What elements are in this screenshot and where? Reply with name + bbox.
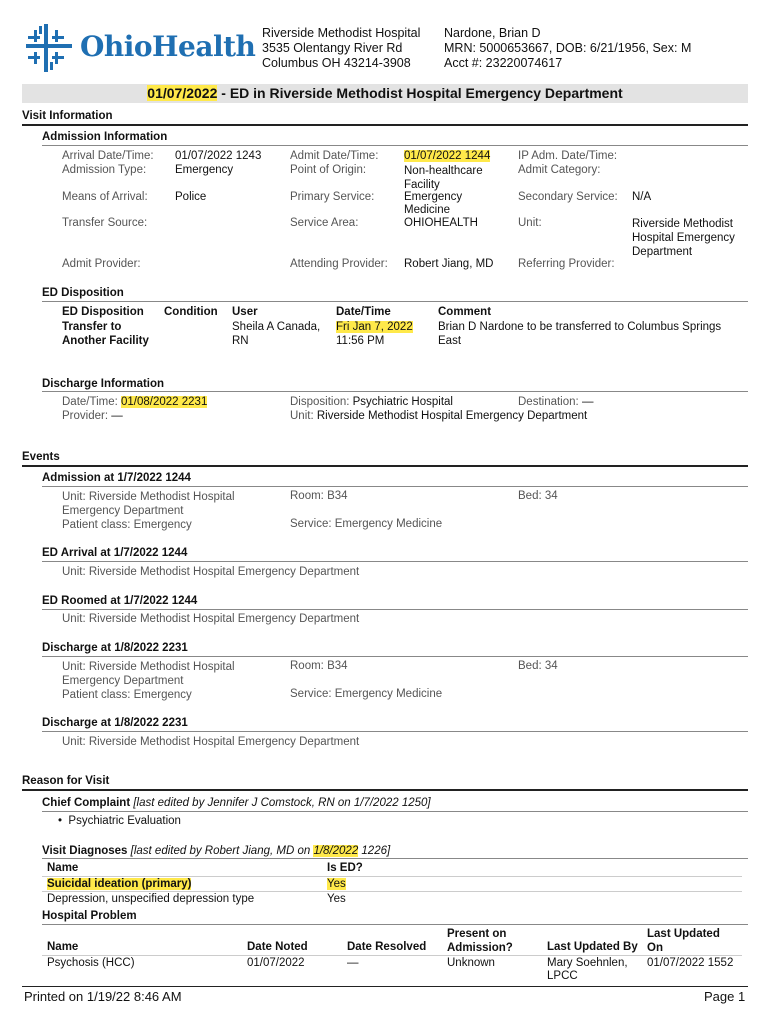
- admit-dt-value: 01/07/2022 1244: [404, 150, 491, 162]
- hp-updby-line: Mary Soehnlen,: [547, 957, 628, 969]
- admit-provider-label: Admit Provider:: [62, 258, 141, 270]
- attending-label: Attending Provider:: [290, 258, 388, 270]
- admit-dt-label: Admit Date/Time:: [290, 150, 379, 162]
- event-bed: Bed: 34: [518, 490, 558, 502]
- unit-label: Unit:: [518, 217, 542, 229]
- comment-line: East: [438, 335, 462, 347]
- event-unit: Unit: Riverside Methodist Hospital Emergency Department: [62, 566, 360, 578]
- event-unit: Unit: Riverside Methodist Hospital Emergency Department: [62, 613, 360, 625]
- patient-mrn: MRN: 5000653667, DOB: 6/21/1956, Sex: M: [444, 41, 692, 55]
- discharge-destination: [518, 396, 593, 408]
- unit-value-line: Department: [632, 246, 693, 258]
- hp-resolved: —: [347, 957, 359, 969]
- subsection-divider: [42, 924, 748, 925]
- col-comment: Comment: [438, 306, 492, 318]
- admission-info-heading: Admission Information: [42, 131, 168, 143]
- event-unit-line: Emergency Department: [62, 505, 184, 517]
- hp-col-updon: [647, 927, 720, 955]
- secondary-service-label: Secondary Service:: [518, 191, 618, 203]
- event-title: ED Roomed at 1/7/2022 1244: [42, 595, 198, 607]
- hp-col-poa-line: Present on: [447, 928, 507, 940]
- comment-value: [438, 320, 721, 348]
- discharge-destination-label: Destination:: [518, 396, 582, 408]
- hp-col-name: Name: [47, 941, 79, 953]
- discharge-disposition-label: Disposition:: [290, 396, 353, 408]
- discharge-unit: [290, 410, 587, 422]
- subsection-divider: [42, 731, 748, 732]
- event-service: Service: Emergency Medicine: [290, 518, 443, 530]
- datetime-line: Fri Jan 7, 2022: [336, 321, 413, 333]
- dx-col-name: Name: [47, 862, 79, 874]
- visit-diagnoses-note-post: 1226]: [358, 845, 391, 857]
- means-value: Police: [175, 191, 207, 203]
- chief-complaint-label: Chief Complaint: [42, 797, 131, 809]
- printed-on: Printed on 1/19/22 8:46 AM: [24, 989, 182, 1004]
- logo-text: OhioHealth: [80, 30, 256, 63]
- arrival-label: Arrival Date/Time:: [62, 150, 154, 162]
- logo-mark-icon: [24, 22, 74, 74]
- event-room: Room: B34: [290, 490, 348, 502]
- encounter-date: 01/07/2022: [147, 85, 218, 101]
- visit-diagnoses-label: Visit Diagnoses: [42, 845, 128, 857]
- origin-value-line: Facility: [404, 179, 440, 191]
- user-line: Sheila A Canada,: [232, 321, 321, 333]
- event-patient-class: Patient class: Emergency: [62, 689, 192, 701]
- discharge-datetime: [62, 396, 207, 408]
- hp-col-poa-line: Admission?: [447, 942, 513, 954]
- row-divider: [42, 891, 742, 892]
- dx-col-ised: Is ED?: [327, 862, 363, 874]
- discharge-provider: [62, 410, 123, 422]
- dx-name: Depression, unspecified depression type: [47, 893, 255, 905]
- attending-value: Robert Jiang, MD: [404, 258, 494, 270]
- subsection-divider: [42, 301, 748, 302]
- page-number: Page 1: [704, 989, 746, 1004]
- event-unit-line: Emergency Department: [62, 675, 184, 687]
- dx-name: Suicidal ideation (primary): [47, 878, 192, 890]
- origin-value: [404, 164, 483, 192]
- disposition-line: Transfer to: [62, 321, 122, 333]
- admission-type-value: Emergency: [175, 164, 234, 176]
- col-datetime: Date/Time: [336, 306, 391, 318]
- row-divider: [42, 876, 742, 877]
- disposition-line: Another Facility: [62, 335, 149, 347]
- event-unit-line: Unit: Riverside Methodist Hospital: [62, 491, 235, 503]
- event-service: Service: Emergency Medicine: [290, 688, 443, 700]
- discharge-disposition-value: Psychiatric Hospital: [352, 396, 453, 408]
- referring-label: Referring Provider:: [518, 258, 615, 270]
- origin-label: Point of Origin:: [290, 164, 367, 176]
- patient-acct: Acct #: 23220074617: [444, 56, 563, 70]
- hp-col-noted: Date Noted: [247, 941, 308, 953]
- chief-complaint-note: [last edited by Jennifer J Comstock, RN on 1/7/2022 1250]: [130, 797, 431, 809]
- visit-diagnoses-note-pre: [last edited by Robert Jiang, MD on: [127, 845, 314, 857]
- patient-info: [444, 26, 691, 71]
- ed-disposition-heading: ED Disposition: [42, 287, 124, 299]
- event-bed: Bed: 34: [518, 660, 558, 672]
- dx-ised: Yes: [327, 878, 346, 890]
- service-area-value: OHIOHEALTH: [404, 217, 478, 229]
- primary-service-label: Primary Service:: [290, 191, 375, 203]
- user-value: [232, 320, 320, 348]
- visit-info-heading: Visit Information: [22, 110, 113, 122]
- visit-diagnoses: [42, 845, 390, 857]
- subsection-divider: [42, 609, 748, 610]
- event-title: Discharge at 1/8/2022 2231: [42, 642, 188, 654]
- event-unit: [62, 490, 235, 532]
- discharge-datetime-label: Date/Time:: [62, 396, 122, 408]
- visit-diagnoses-note-date: 1/8/2022: [313, 845, 359, 857]
- hospital-problem-heading: Hospital Problem: [42, 910, 137, 922]
- subsection-divider: [42, 858, 748, 859]
- discharge-datetime-value: 01/08/2022 2231: [121, 396, 208, 408]
- section-divider: [22, 789, 748, 791]
- discharge-provider-label: Provider:: [62, 410, 112, 422]
- hp-updon: 01/07/2022 1552: [647, 957, 734, 969]
- unit-value-line: Riverside Methodist: [632, 218, 733, 230]
- hp-col-updby: Last Updated By: [547, 941, 638, 953]
- event-unit: [62, 660, 235, 702]
- col-user: User: [232, 306, 258, 318]
- secondary-service-value: N/A: [632, 191, 652, 203]
- chief-complaint-item: [58, 815, 181, 827]
- hp-name: Psychosis (HCC): [47, 957, 135, 969]
- hp-updby: [547, 957, 628, 983]
- chief-complaint-text: Psychiatric Evaluation: [68, 815, 181, 827]
- event-unit-line: Unit: Riverside Methodist Hospital: [62, 661, 235, 673]
- subsection-divider: [42, 391, 748, 392]
- hp-updby-line: LPCC: [547, 970, 578, 982]
- admission-type-label: Admission Type:: [62, 164, 147, 176]
- event-room: Room: B34: [290, 660, 348, 672]
- discharge-disposition: [290, 396, 453, 408]
- col-disposition: ED Disposition: [62, 306, 144, 318]
- section-divider: [22, 124, 748, 126]
- hp-poa: Unknown: [447, 957, 495, 969]
- user-line: RN: [232, 335, 249, 347]
- encounter-title: [22, 84, 748, 103]
- comment-line: Brian D Nardone to be transferred to Columbus Springs: [438, 321, 722, 333]
- discharge-info-heading: Discharge Information: [42, 378, 165, 390]
- chief-complaint: [42, 797, 431, 809]
- hospital-address: [262, 26, 420, 71]
- encounter-title-rest: - ED in Riverside Methodist Hospital Emergency Department: [217, 85, 623, 101]
- hp-col-updon-line: Last Updated: [647, 928, 720, 940]
- hospital-street: 3535 Olentangy River Rd: [262, 41, 403, 55]
- reason-heading: Reason for Visit: [22, 775, 110, 787]
- subsection-divider: [42, 561, 748, 562]
- event-patient-class: Patient class: Emergency: [62, 519, 192, 531]
- origin-value-line: Non-healthcare: [404, 165, 483, 177]
- hp-col-poa: [447, 927, 513, 955]
- service-area-label: Service Area:: [290, 217, 359, 229]
- discharge-unit-label: Unit:: [290, 410, 317, 422]
- col-condition: Condition: [164, 306, 218, 318]
- event-title: ED Arrival at 1/7/2022 1244: [42, 547, 188, 559]
- unit-value-line: Hospital Emergency: [632, 232, 735, 244]
- row-divider: [42, 955, 742, 956]
- subsection-divider: [42, 486, 748, 487]
- disposition-value: [62, 320, 149, 348]
- discharge-provider-value: —: [111, 410, 123, 422]
- primary-service-line: Emergency: [404, 191, 463, 203]
- hp-col-resolved: Date Resolved: [347, 941, 427, 953]
- events-heading: Events: [22, 451, 60, 463]
- ohiohealth-logo: [24, 22, 256, 74]
- discharge-unit-value: Riverside Methodist Hospital Emergency Department: [316, 410, 588, 422]
- hospital-city: Columbus OH 43214-3908: [262, 56, 411, 70]
- bullet-icon: •: [58, 815, 63, 827]
- datetime-value: [336, 320, 413, 348]
- subsection-divider: [42, 656, 748, 657]
- footer-divider: [22, 986, 748, 987]
- ip-adm-label: IP Adm. Date/Time:: [518, 150, 618, 162]
- transfer-label: Transfer Source:: [62, 217, 148, 229]
- dx-ised: Yes: [327, 893, 346, 905]
- discharge-destination-value: —: [581, 396, 594, 408]
- admit-category-label: Admit Category:: [518, 164, 601, 176]
- event-unit: Unit: Riverside Methodist Hospital Emergency Department: [62, 736, 360, 748]
- hp-col-updon-line: On: [647, 942, 663, 954]
- primary-service-value: [404, 191, 462, 217]
- subsection-divider: [42, 145, 748, 146]
- patient-name: Nardone, Brian D: [444, 26, 541, 40]
- subsection-divider: [42, 811, 748, 812]
- unit-value: [632, 217, 735, 259]
- arrival-value: 01/07/2022 1243: [175, 150, 262, 162]
- datetime-line: 11:56 PM: [336, 335, 385, 347]
- hp-noted: 01/07/2022: [247, 957, 305, 969]
- event-title: Admission at 1/7/2022 1244: [42, 472, 191, 484]
- means-label: Means of Arrival:: [62, 191, 148, 203]
- primary-service-line: Medicine: [404, 204, 451, 216]
- event-title: Discharge at 1/8/2022 2231: [42, 717, 188, 729]
- hospital-name: Riverside Methodist Hospital: [262, 26, 421, 40]
- section-divider: [22, 465, 748, 467]
